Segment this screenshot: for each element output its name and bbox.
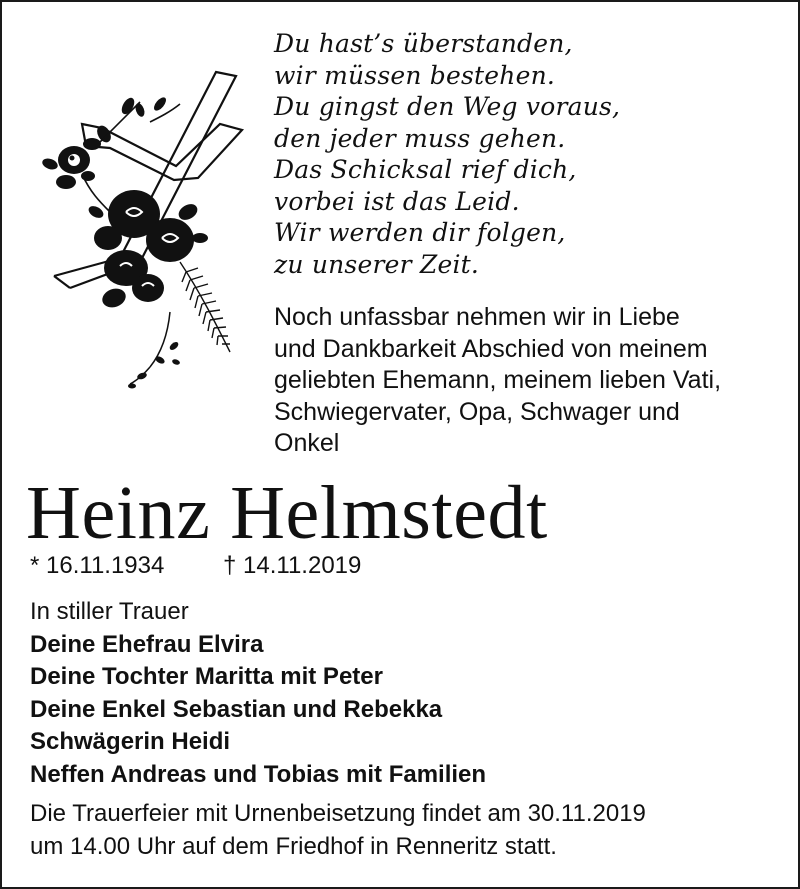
poem-line: zu unserer Zeit.	[274, 249, 480, 279]
service-line: Die Trauerfeier mit Urnenbeisetzung findet am 30.11.2019	[30, 800, 646, 827]
memorial-poem	[274, 28, 620, 280]
mourner-line: Neffen Andreas und Tobias mit Familien	[30, 760, 487, 788]
cross-with-roses-icon	[30, 62, 260, 402]
mourner-line: Deine Enkel Sebastian und Rebekka	[30, 695, 443, 723]
mourners-list	[30, 596, 486, 791]
deceased-name: Heinz Helmstedt	[26, 471, 548, 555]
farewell-line: geliebten Ehemann, meinem lieben Vati,	[274, 366, 722, 394]
poem-line: Wir werden dir folgen,	[274, 218, 566, 247]
birth-date: * 16.11.1934	[30, 552, 165, 579]
mourner-line: Deine Ehefrau Elvira	[30, 630, 264, 658]
farewell-line: Onkel	[274, 429, 340, 457]
poem-line: Das Schicksal rief dich,	[274, 155, 577, 184]
farewell-line: Schwiegervater, Opa, Schwager und	[274, 397, 680, 426]
poem-line: Du hast’s überstanden,	[274, 29, 573, 58]
mourners-heading: In stiller Trauer	[30, 598, 189, 625]
farewell-text	[274, 302, 721, 460]
life-dates	[30, 550, 361, 582]
poem-line: den jeder muss gehen.	[274, 123, 566, 153]
service-line: um 14.00 Uhr auf dem Friedhof in Renneritz statt.	[30, 832, 557, 860]
poem-line: vorbei ist das Leid.	[274, 186, 520, 216]
poem-line: Du gingst den Weg voraus,	[274, 92, 621, 121]
mourner-line: Deine Tochter Maritta mit Peter	[30, 663, 383, 690]
death-date: † 14.11.2019	[223, 552, 362, 579]
mourner-line: Schwägerin Heidi	[30, 728, 231, 755]
poem-line: wir müssen bestehen.	[274, 60, 556, 90]
farewell-line: Noch unfassbar nehmen wir in Liebe	[274, 303, 680, 331]
farewell-line: und Dankbarkeit Abschied von meinem	[274, 334, 708, 363]
service-notice	[30, 798, 646, 863]
